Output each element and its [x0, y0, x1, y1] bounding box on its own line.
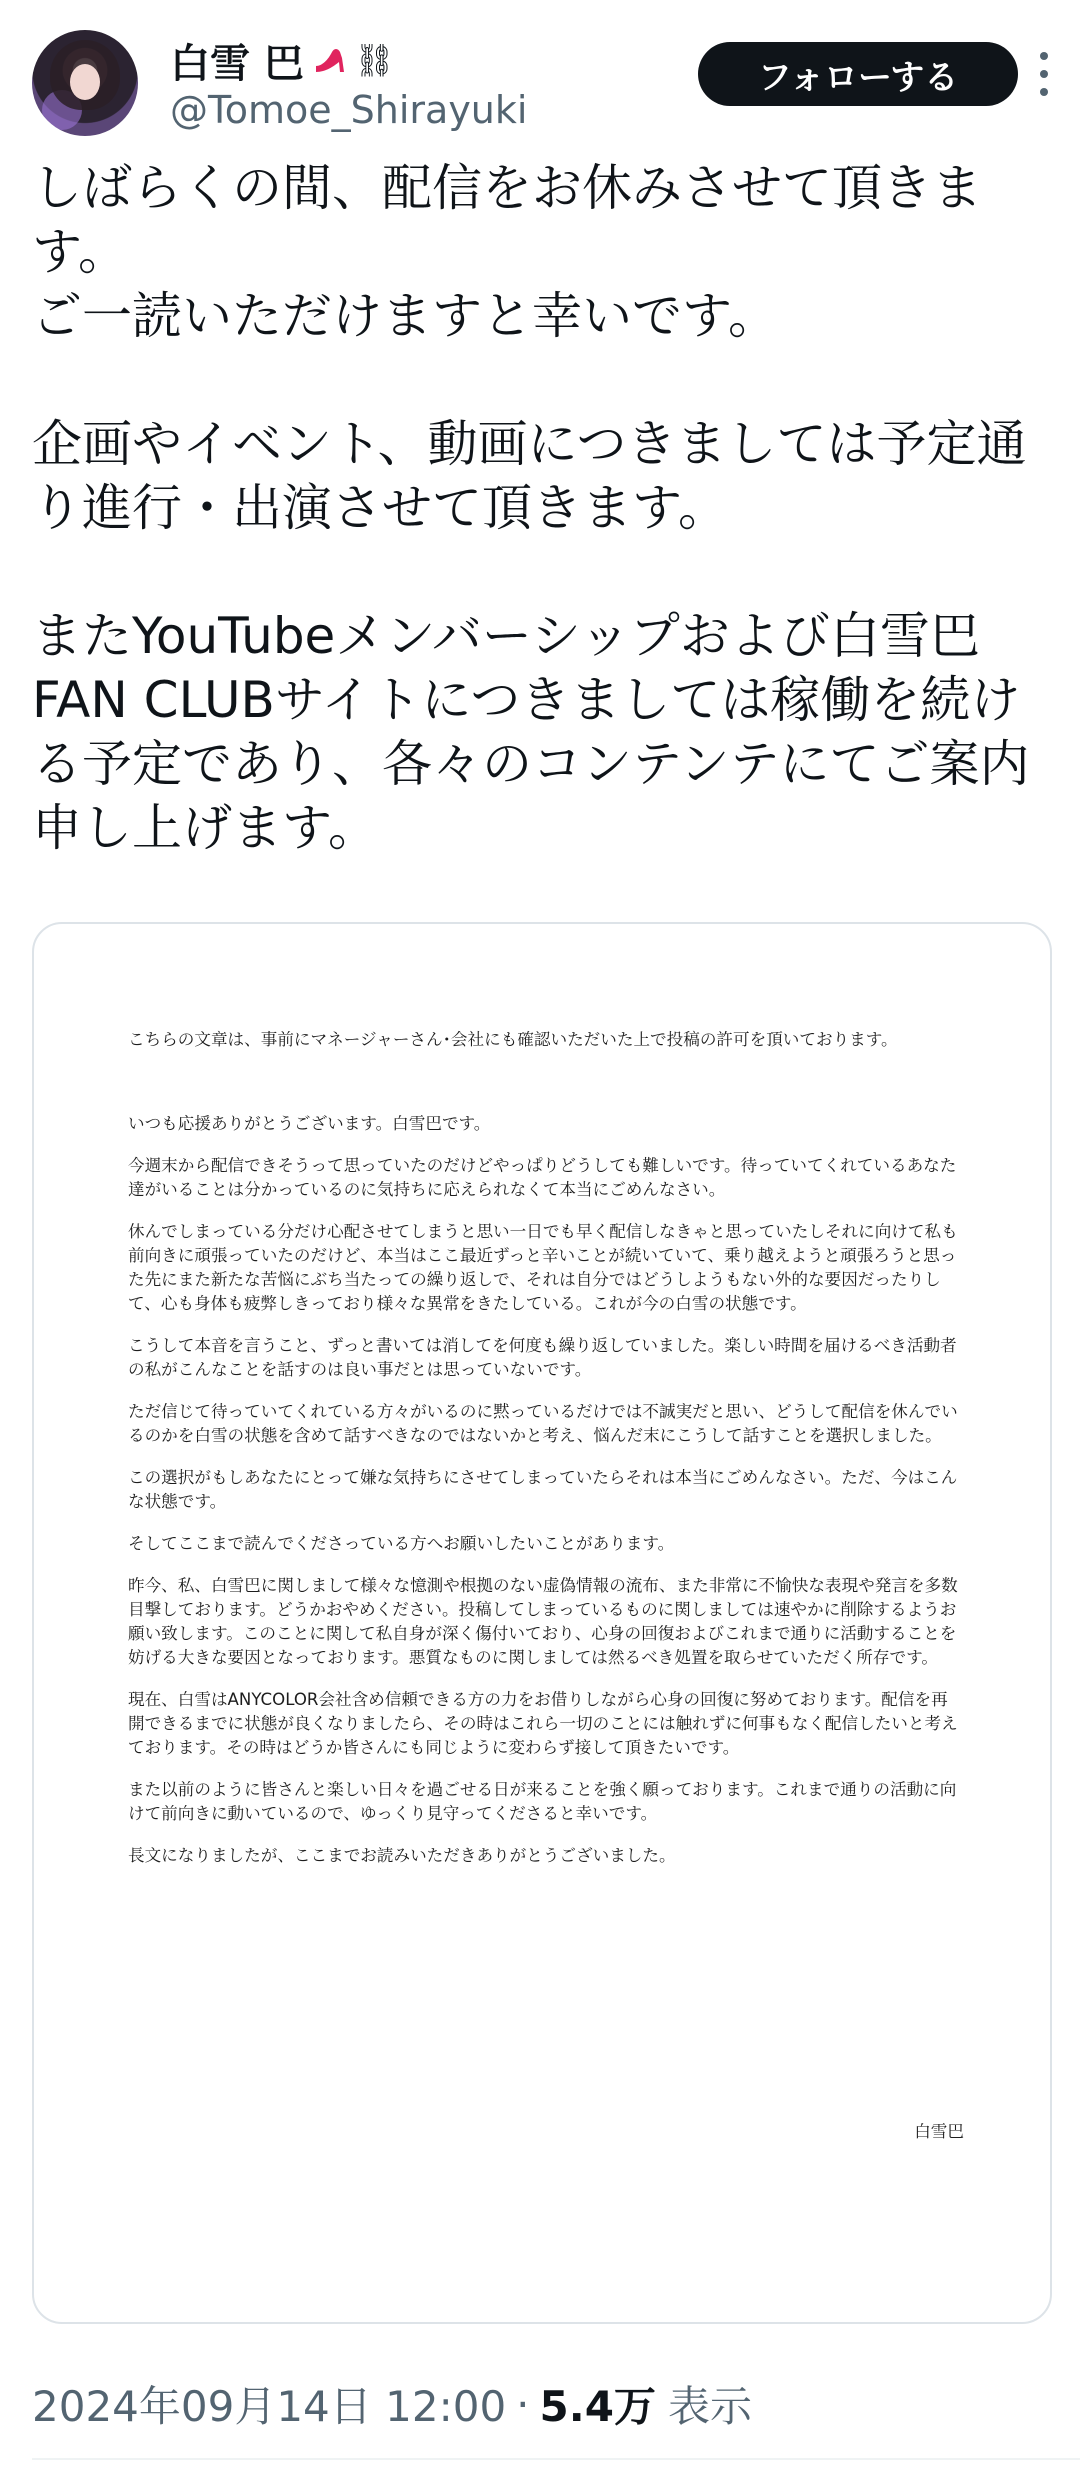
meta-separator: · [516, 2379, 530, 2429]
high-heel-icon [312, 42, 348, 78]
doc-signature: 白雪巴 [914, 2122, 964, 2141]
doc-paragraph: こうして本音を言うこと、ずっと書いては消してを何度も繰り返していました。楽しい時間を届けるべき活動者の私がこんなことを話すのは良い事だとは思っていないです。 [128, 1336, 957, 1379]
doc-paragraph: 昨今、私、白雪巴に関しまして様々な憶測や根拠のない虚偽情報の流布、また非常に不愉快な表現や発言を多数目撃しております。どうかおやめください。投稿してしまっているものに関しましては速やかに削除するようお願い致します。このことに関して私自身が深く傷付いており、心身の回復およびこれまで通りに活動することを妨げる大きな要因となっております。悪質なものに関しましては然るべき処置を取らせていただく所存です。 [128, 1576, 958, 1667]
views-count: 5.4万 [539, 2382, 656, 2431]
more-dot [1040, 88, 1048, 96]
avatar-face [70, 64, 100, 100]
name-row[interactable] [170, 34, 395, 86]
doc-paragraph: いつも応援ありがとうございます。白雪巴です。 [128, 1114, 491, 1133]
tweet-timestamp[interactable]: 2024年09月14日 12:00 [32, 2382, 507, 2431]
doc-paragraph: 現在、白雪はANYCOLOR会社含め信頼できる方の力をお借りしながら心身の回復に努めております。配信を再開できるまでに状態が良くなりましたら、その時はこれら一切のことには触れずに何事もなく配信したいと考えております。その時はどうか皆さんにも同じように変わらず接して頂きたいです。 [128, 1690, 958, 1757]
profile-avatar[interactable] [32, 30, 138, 136]
user-handle[interactable]: @Tomoe_Shirayuki [170, 88, 528, 132]
tweet-header [32, 28, 1048, 138]
doc-paragraph: そしてここまで読んでくださっている方へお願いしたいことがあります。 [128, 1534, 675, 1553]
tweet-meta [32, 2376, 752, 2432]
tweet-text: しばらくの間、配信をお休みさせて頂きます。 ご一読いただけますと幸いです。 企画やイベント、動画につきましては予定通り進行・出演させて頂きます。 またYouTubeメンバーシップおよび白雪巴FAN CLUBサイトにつきましては稼働を続ける予定であり、各々のコンテンテにてご案内申し上げます。 [32, 159, 1030, 857]
divider [32, 2458, 1080, 2460]
chain-link-icon: ⛓ [353, 41, 395, 79]
doc-paragraph: 長文になりましたが、ここまでお読みいただきありがとうございました。 [128, 1846, 676, 1865]
statement-document [128, 1028, 964, 2141]
doc-paragraph: この選択がもしあなたにとって嫌な気持ちにさせてしまっていたらそれは本当にごめんなさい。ただ、今はこんな状態です。 [128, 1468, 958, 1511]
more-vertical-icon[interactable] [1038, 52, 1050, 96]
follow-button[interactable]: フォローする [698, 42, 1018, 106]
doc-paragraph: また以前のように皆さんと楽しい日々を過ごせる日が来ることを強く願っております。これまで通りの活動に向けて前向きに動いているので、ゆっくり見守ってくださると幸いです。 [128, 1780, 957, 1823]
doc-paragraph: 休んでしまっている分だけ心配させてしまうと思い一日でも早く配信しなきゃと思っていたしそれに向けて私も前向きに頑張っていたのだけど、本当はここ最近ずっと辛いことが続いていて、乗り越えようと頑張ろうと思った先にまた新たな苦悩にぶち当たっての繰り返しで、それは自分ではどうしようもない外的な要因だったりして、心も身体も疲弊しきっており様々な異常をきたしている。これが今の白雪の状態です。 [128, 1222, 958, 1313]
doc-paragraph: 今週末から配信できそうって思っていたのだけどやっぱりどうしても難しいです。待っていてくれているあなた達がいることは分かっているのに気持ちに応えられなくて本当にごめんなさい。 [128, 1156, 957, 1199]
display-name[interactable]: 白雪 巴 [170, 40, 304, 87]
more-dot [1040, 52, 1048, 60]
more-dot [1040, 70, 1048, 78]
attached-image[interactable] [32, 922, 1052, 2324]
doc-notice: こちらの文章は、事前にマネージャーさん･会社にも確認いただいた上で投稿の許可を頂いております。 [128, 1030, 898, 1049]
views-label: 表示 [667, 2382, 752, 2431]
doc-paragraph: ただ信じて待っていてくれている方々がいるのに黙っているだけでは不誠実だと思い、どうして配信を休んでいるのかを白雪の状態を含めて話すべきなのではないかと考え、悩んだ末にこうして話すことを選択しました。 [128, 1402, 958, 1445]
